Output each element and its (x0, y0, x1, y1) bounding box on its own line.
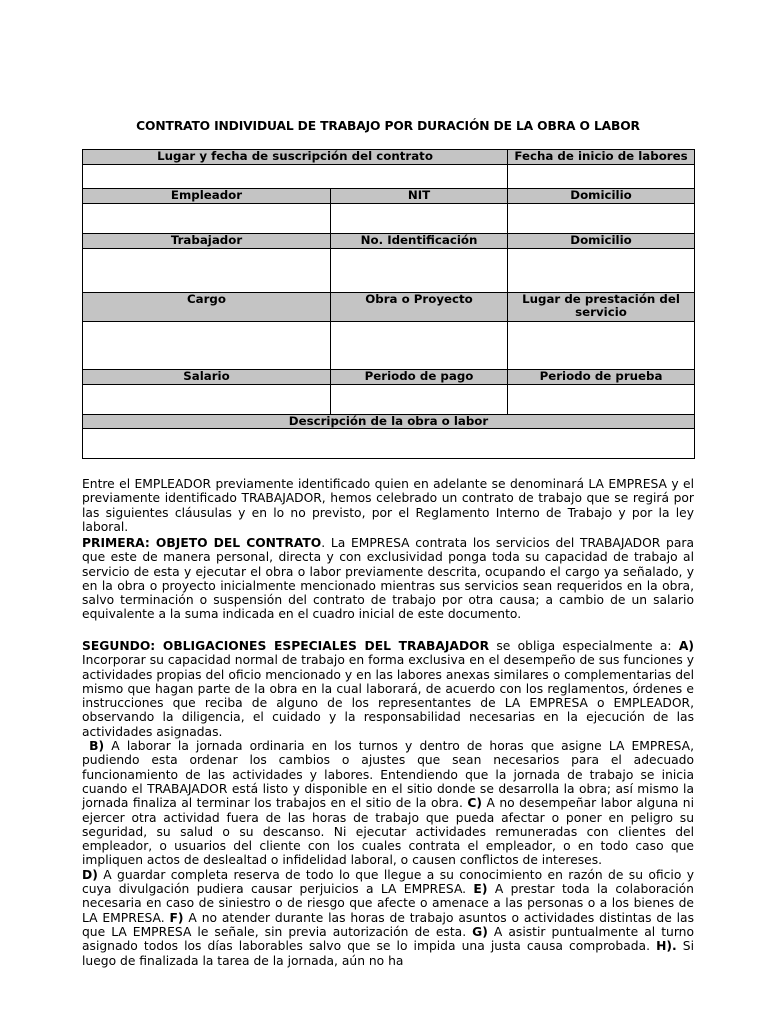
item-g-label: G) (472, 924, 488, 939)
field-fecha-inicio (508, 165, 695, 189)
header-identificacion: No. Identificación (331, 234, 508, 249)
item-d-label: D) (82, 867, 98, 882)
item-e-label: E) (473, 882, 488, 897)
header-periodo-prueba: Periodo de prueba (508, 370, 695, 385)
item-h-label: H). (656, 939, 677, 954)
item-f-text: A no atender durante las horas de trabajo asuntos o actividades distintas de las que LA EMPRESA le señale, sin previa autorización de esta. (82, 910, 694, 939)
field-obra-proyecto (331, 322, 508, 370)
header-trabajador: Trabajador (83, 234, 331, 249)
clause-primera-heading: PRIMERA: OBJETO DEL CONTRATO (82, 536, 322, 550)
field-lugar-fecha (83, 165, 508, 189)
header-periodo-pago: Periodo de pago (331, 370, 508, 385)
field-domicilio-empleador (508, 204, 695, 234)
header-lugar-prestacion: Lugar de prestación del servicio (508, 293, 695, 322)
field-cargo (83, 322, 331, 370)
field-descripcion (83, 429, 695, 459)
header-empleador: Empleador (83, 189, 331, 204)
item-h-text: Si luego de finalizada la tarea de la jornada, aún no ha (82, 939, 694, 968)
item-c-text: A no desempeñar labor alguna ni ejercer otra actividad fuera de las horas de trabajo que pueda afectar o poner en peligro su seguridad, su salud o su descanso. Ni ejecutar actividades remuneradas con clientes del empleador, o usuarios del cliente con los cuales contrata el empleador, o en todo caso que impliquen actos de deslealtad o infidelidad laboral, o causen conflictos de intereses. (82, 796, 694, 868)
header-fecha-inicio: Fecha de inicio de labores (508, 150, 695, 165)
field-periodo-prueba (508, 385, 695, 415)
header-lugar-fecha: Lugar y fecha de suscripción del contrato (83, 150, 508, 165)
item-c-label: C) (467, 796, 482, 811)
header-obra-proyecto: Obra o Proyecto (331, 293, 508, 322)
field-identificacion (331, 249, 508, 293)
header-domicilio-empleador: Domicilio (508, 189, 695, 204)
field-lugar-prestacion (508, 322, 695, 370)
item-b-label: B) (89, 739, 105, 754)
contract-data-table (82, 149, 695, 459)
field-trabajador (83, 249, 331, 293)
item-g-text: A asistir puntualmente al turno asignado todos los días laborables salvo que se lo impida una justa causa comprobada. (82, 924, 694, 954)
item-a-label: A) (678, 639, 694, 653)
clause-segundo-lead: se obliga especialmente a: (489, 639, 679, 653)
clause-primera (82, 536, 694, 622)
document-title: CONTRATO INDIVIDUAL DE TRABAJO POR DURACIÓN DE LA OBRA O LABOR (136, 119, 640, 133)
field-periodo-pago (331, 385, 508, 415)
header-domicilio-trabajador: Domicilio (508, 234, 695, 249)
item-e-text: A prestar toda la colaboración necesaria en caso de siniestro o de riesgo que afecte o amenace a las personas o a los bienes de LA EMPRESA. (82, 882, 694, 925)
header-nit: NIT (331, 189, 508, 204)
intro-text: Entre el EMPLEADOR previamente identificado quien en adelante se denominará LA EMPRESA y el previamente identificado TRABAJADOR, hemos celebrado un contrato de trabajo que se regirá por las siguientes cláusulas y en lo no previsto, por el Reglamento Interno de Trabajo y por la ley laboral. (82, 477, 694, 534)
clause-segundo (82, 639, 694, 968)
intro-paragraph (82, 477, 694, 534)
item-a-text: Incorporar su capacidad normal de trabajo en forma exclusiva en el desempeño de sus funciones y actividades propias del oficio mencionado y en las labores anexas similares o complementarias del mismo que hagan parte de la obra en la cual laborará, de acuerdo con los reglamentos, órdenes e instrucciones que reciba de alguno de los representantes de LA EMPRESA o EMPLEADOR, observando la diligencia, el cuidado y la responsabilidad necesarias en la ejecución de las actividades asignadas. (82, 653, 694, 739)
field-empleador (83, 204, 331, 234)
clause-segundo-heading: SEGUNDO: OBLIGACIONES ESPECIALES DEL TRABAJADOR (82, 639, 490, 653)
item-f-label: F) (169, 910, 184, 925)
item-d-text: A guardar completa reserva de todo lo que llegue a su conocimiento en razón de su oficio y cuya divulgación pudiera causar perjuicios a LA EMPRESA. (82, 867, 694, 897)
header-cargo: Cargo (83, 293, 331, 322)
clause-primera-text: . La EMPRESA contrata los servicios del TRABAJADOR para que este de manera personal, directa y con exclusividad ponga toda su capacidad de trabajo al servicio de esta y ejecutar el obra o labor previamente descrita, ocupando el cargo ya señalado, y en la obra o proyecto inicialmente mencionado mientras sus servicios sean requeridos en la obra, salvo terminación o suspensión del contrato de trabajo por otra causa; a cambio de un salario equivalente a la suma indicada en el cuadro inicial de este documento. (82, 536, 694, 622)
header-descripcion: Descripción de la obra o labor (83, 415, 695, 429)
field-nit (331, 204, 508, 234)
field-salario (83, 385, 331, 415)
header-salario: Salario (83, 370, 331, 385)
field-domicilio-trabajador (508, 249, 695, 293)
item-b-text: A laborar la jornada ordinaria en los turnos y dentro de horas que asigne LA EMPRESA, pudiendo esta ordenar los cambios o ajustes que sean necesarios para el adecuado funcionamiento de las actividades y labores. Entendiendo que la jornada de trabajo se inicia cuando el TRABAJADOR está listo y disponible en el sitio donde se desarrolla la obra; así mismo la jornada finaliza al terminar los trabajos en el sitio de la obra. (82, 739, 694, 811)
